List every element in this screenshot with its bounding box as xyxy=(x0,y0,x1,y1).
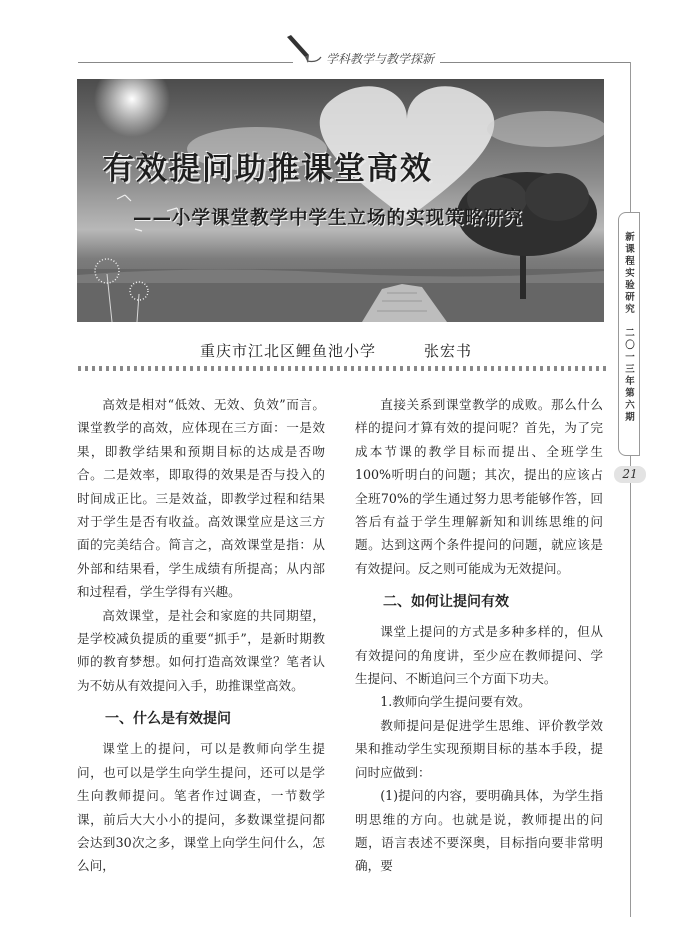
section-heading: 二、如何让提问有效 xyxy=(383,594,509,611)
paragraph: 直接关系到课堂教学的成败。那么什么样的提问才算有效的提问呢？首先，为了完成本节课的教学目标而提出、全班学生100%听明白的问题；其次，提出的应该占全班70%的学生通过努力思考能够作答，回答后有益于学生理解新知和训练思维的问题。达到这两个条件提问的问题，就应该是有效提问。反之则可能成为无效提问。 xyxy=(355,397,603,576)
left-column xyxy=(77,393,325,878)
paragraph: 教师提问是促进学生思维、评价教学效果和推动学生实现预期目标的基本手段，提问时应做到： xyxy=(355,717,603,780)
paragraph: (1)提问的内容，要明确具体，为学生指明思维的方向。也就是说，教师提出的问题，语言表述不要深奥，目标指向要非常明确，要 xyxy=(355,788,603,874)
right-column xyxy=(355,393,603,878)
sidebar-issue: 二〇一三年 第六期 xyxy=(625,328,635,423)
paragraph: 课堂上的提问，可以是教师向学生提问，也可以是学生向学生提问，还可以是学生向教师提问。笔者作过调查，一节数学课，前后大大小小的提问，多数课堂提问都会达到30次之多，课堂上向学生问什么，怎么问， xyxy=(77,741,325,874)
header-rule-left xyxy=(78,62,293,63)
page-number: 21 xyxy=(614,466,646,483)
article-subtitle: ——小学课堂教学中学生立场的实现策略研究 xyxy=(133,208,524,229)
sidebar-journal-name: 新课程实验研究 xyxy=(625,232,635,315)
section-heading: 一、什么是有效提问 xyxy=(105,711,231,728)
decorative-border xyxy=(78,366,606,371)
byline xyxy=(200,340,472,361)
banner-illustration xyxy=(77,79,604,322)
author-school: 重庆市江北区鲤鱼池小学 xyxy=(200,342,377,360)
paragraph: 高效课堂，是社会和家庭的共同期望，是学校减负提质的重要“抓手”，是新时期教师的教育梦想。如何打造高效课堂？笔者认为不妨从有效提问入手，助推课堂高效。 xyxy=(77,607,325,693)
running-header: 学科教学与教学探新 xyxy=(326,52,435,66)
pen-icon xyxy=(283,35,323,65)
header-rule-right xyxy=(440,62,630,63)
margin-rule xyxy=(630,62,631,917)
paragraph: 1.教师向学生提问要有效。 xyxy=(380,694,531,710)
article-title: 有效提问助推课堂高效 xyxy=(103,151,433,187)
banner-image xyxy=(77,79,604,322)
author-name: 张宏书 xyxy=(424,342,473,360)
paragraph: 课堂上提问的方式是多种多样的，但从有效提问的角度讲，至少应在教师提问、学生提问、不断追问三个方面下功夫。 xyxy=(355,624,603,687)
paragraph: 高效是相对“低效、无效、负效”而言。课堂教学的高效，应体现在三方面：一是效果，即教学结果和预期目标的达成是否吻合。二是效率，即取得的效果是否与投入的时间成正比。三是效益，即教学过程和结果对于学生是否有收益。高效课堂应是这三方面的完美结合。简言之，高效课堂是指：从外部和结果看，学生成绩有所提高；从内部和过程看，学生学得有兴趣。 xyxy=(77,397,325,600)
